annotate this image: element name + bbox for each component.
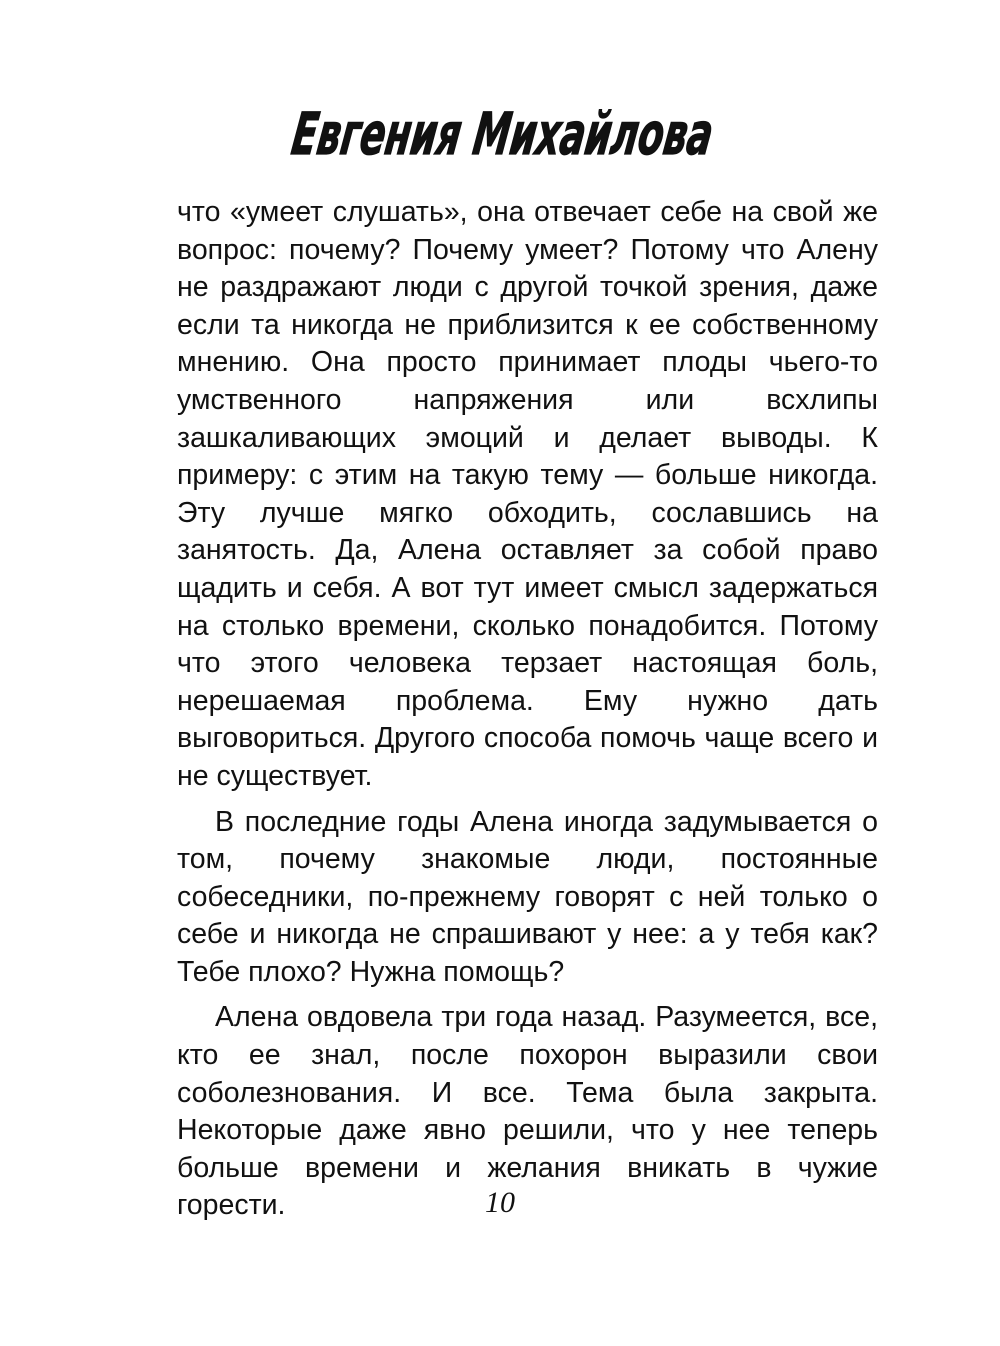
body-text — [177, 194, 878, 1225]
paragraph-2: В последние годы Алена иногда задумывается о том, почему знакомые люди, постоянные собеседники, по-прежнему говорят с ней только о себе и никогда не спрашивают у нее: а у тебя как? Тебе плохо? Нужна помощь? — [177, 805, 878, 988]
author-name-text: Евгения Михайлова — [287, 100, 956, 168]
running-head — [250, 82, 956, 192]
author-name-handwritten — [250, 82, 956, 192]
page-number: 10 — [485, 1186, 515, 1219]
paragraph-1: что «умеет слушать», она отвечает себе на свой же вопрос: почему? Почему умеет? Потому что Алену не раздражают люди с другой точкой зрения, даже если та никогда не приблизится к ее собственному мнению. Она просто принимает плоды чьего-то умственного напряжения или всхлипы зашкаливающих эмоций и делает выводы. К примеру: с этим на такую тему — больше никогда. Эту лучше мягко обходить, сославшись на занятость. Да, Алена оставляет за собой право щадить и себя. А вот тут имеет смысл задержаться на столько времени, сколько понадобится. Потому что этого человека терзает настоящая боль, нерешаемая проблема. Ему нужно дать выговориться. Другого способа помочь чаще всего и не существует. — [177, 196, 878, 792]
paragraph-3: Алена овдовела три года назад. Разумеется, все, кто ее знал, после похорон выразили свои соболезнования. И все. Тема была закрыта. Некоторые даже явно решили, что у нее теперь больше времени и желания вникать в чужие горести. — [177, 1001, 878, 1222]
